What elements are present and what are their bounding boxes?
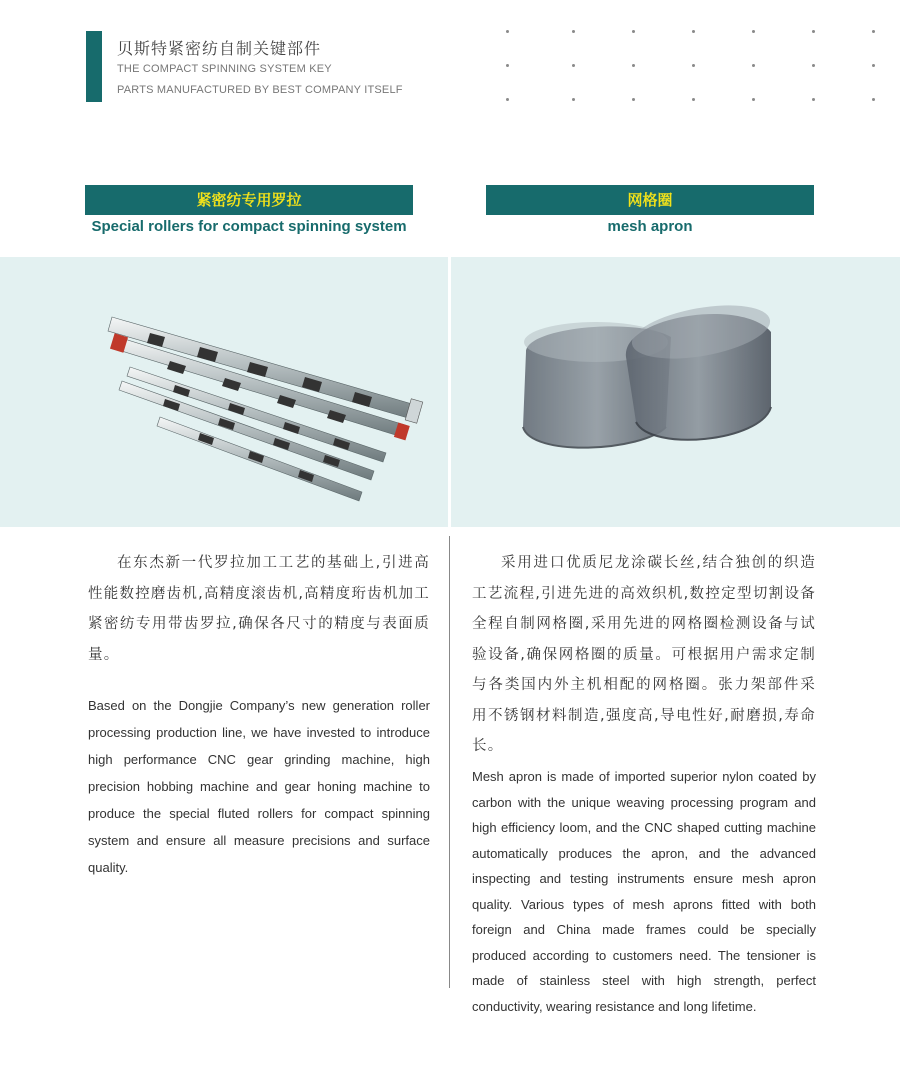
left-description-cn: 在东杰新一代罗拉加工工艺的基础上,引进高性能数控磨齿机,高精度滚齿机,高精度珩齿机加工紧密纺专用带齿罗拉,确保各尺寸的精度与表面质量。 [88, 555, 430, 663]
header-accent-bar [86, 31, 102, 102]
decorative-dot [752, 30, 755, 33]
left-section-subtitle: Special rollers for compact spinning system [91, 218, 407, 235]
decorative-dot [506, 30, 509, 33]
decorative-dot [632, 98, 635, 101]
roller-1 [108, 317, 423, 423]
column-divider [449, 536, 450, 988]
roller-2 [110, 333, 410, 440]
decorative-dot [812, 64, 815, 67]
decorative-dot-grid [506, 28, 896, 108]
rollers-photo [0, 257, 448, 527]
decorative-dot [506, 98, 509, 101]
decorative-dot [572, 98, 575, 101]
page-subtitle-line1: THE COMPACT SPINNING SYSTEM KEY [117, 63, 332, 75]
page-subtitle-line2: PARTS MANUFACTURED BY BEST COMPANY ITSELF [117, 84, 403, 96]
right-section-band: 网格圈 [486, 185, 814, 215]
decorative-dot [506, 64, 509, 67]
decorative-dot [752, 98, 755, 101]
decorative-dot [872, 98, 875, 101]
decorative-dot [572, 64, 575, 67]
decorative-dot [632, 30, 635, 33]
decorative-dot [692, 98, 695, 101]
right-section-subtitle: mesh apron [607, 218, 693, 235]
mesh-apron-photo [451, 257, 900, 527]
right-description-en: Mesh apron is made of imported superior nylon coated by carbon with the unique weaving processing program and high efficiency loom, and the CNC shaped cutting machine automatically produces the apron, and the advanced inspecting and testing instruments ensure mesh apron quality. Various types of mesh aprons fitted with both foreign and China made frames could be specially produced according to customers need. The tensioner is made of stainless steel with high strength, perfect conductivity, wearing resistance and long lifetime. [472, 769, 816, 1014]
decorative-dot [812, 30, 815, 33]
decorative-dot [872, 30, 875, 33]
decorative-dot [632, 64, 635, 67]
decorative-dot [872, 64, 875, 67]
decorative-dot [692, 64, 695, 67]
decorative-dot [692, 30, 695, 33]
decorative-dot [572, 30, 575, 33]
page-title: 贝斯特紧密纺自制关键部件 [117, 39, 322, 58]
right-description-cn: 采用进口优质尼龙涂碳长丝,结合独创的织造工艺流程,引进先进的高效织机,数控定型切割设备全程自制网格圈,采用先进的网格圈检测设备与试验设备,确保网格圈的质量。可根据用户需求定制与各类国内外主机相配的网格圈。张力架部件采用不锈钢材料制造,强度高,导电性好,耐磨损,寿命长。 [472, 555, 816, 754]
decorative-dot [812, 98, 815, 101]
left-description-en: Based on the Dongjie Company’s new generation roller processing production line, we have invested to introduce high performance CNC gear grinding machine, high precision hobbing machine and gear honing machine to produce the special fluted rollers for compact spinning system and ensure all measure precisions and surface quality. [88, 698, 430, 875]
mesh-apron-ring-back [626, 296, 774, 440]
left-section-band: 紧密纺专用罗拉 [85, 185, 413, 215]
decorative-dot [752, 64, 755, 67]
